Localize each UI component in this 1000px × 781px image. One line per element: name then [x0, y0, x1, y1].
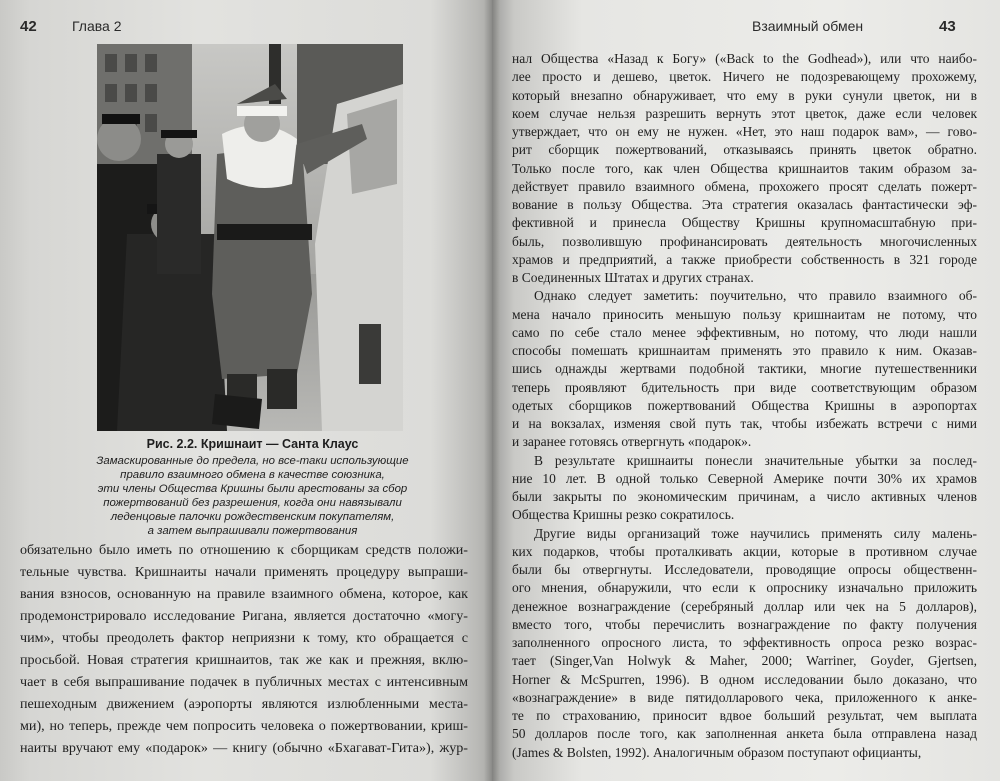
text-line: вование в пользу Общества. Эта стратегия оказалась фантастически эф-	[512, 197, 977, 213]
text-line: рит сборщик пожертвований, отказываясь принять цветок обратно.	[512, 142, 977, 158]
book-gutter	[484, 0, 500, 781]
text-line: тельные чувства. Кришнаиты начали применять процедуру выпраши-	[20, 564, 468, 580]
caption-line: леденцовые палочки рождественским покупателям,	[110, 511, 395, 524]
text-line: наиты вручают ему «подарок» — книгу (обычно «Бхагават-Гита»), жур-	[20, 740, 468, 756]
text-line: 50 долларов после того, как заполненная анкета была отправлена назад	[512, 726, 977, 742]
figure-photo	[97, 44, 403, 431]
text-line: ких подарков, чтобы проталкивать акции, которые в противном случае	[512, 543, 977, 559]
text-line: одетых сборщиков пожертвований Общества Кришны в аэропортах	[512, 397, 977, 413]
text-line: те по страхованию, приносит вдвое больший результат, чем выплата	[512, 708, 977, 724]
figure-title: Рис. 2.2. Кришнаит — Санта Клаус	[146, 437, 359, 451]
text-line: просьбой. Новая стратегия кришнаитов, так же как и прежняя, вклю-	[20, 652, 468, 668]
right-page-number: 43	[939, 18, 956, 35]
text-line: фективной и принесла Обществу Кришны крупномасштабную при-	[512, 215, 977, 231]
caption-line: правило взаимного обмена в качестве союзника,	[120, 469, 385, 482]
text-line: быль, позволившую профинансировать деятельность многочисленных	[512, 233, 977, 249]
text-line: обязательно было иметь по отношению к сборщикам средств положи-	[20, 542, 468, 558]
text-line: вместо того, чтобы перечислить вознаграждение по факту получения	[512, 616, 977, 632]
text-line: Horner & McSpurren, 1996). В одном исследовании было доказано, что	[512, 671, 977, 687]
text-line: чает в себя выпрашивание подачек в публичных местах с интенсивным	[20, 674, 468, 690]
text-line: в Соединенных Штатах и других странах.	[512, 270, 754, 286]
text-line: который внезапно обнаруживает, что ему в руки сунули цветок, ни в	[512, 87, 977, 103]
text-line: В результате кришнаиты понесли значительные убытки за послед-	[534, 452, 977, 468]
text-line: «вознаграждение» в виде пятидолларового чека, приложенного к анке-	[512, 689, 977, 705]
text-line: вания взносов, основанную на правиле взаимного обмена, которое, как	[20, 586, 468, 602]
left-page-number: 42	[20, 18, 37, 35]
text-line: были бы отвергнуты. Исследователи, проводящие опросы общественн-	[512, 562, 977, 578]
text-line: мена начало приносить меньшую пользу кришнаитам не потому, что	[512, 306, 977, 322]
text-line: пешеходным движением (аэропорты являются излюбленными места-	[20, 696, 468, 712]
text-line: (James & Bolsten, 1992). Аналогичным образом поступают официанты,	[512, 744, 922, 760]
text-line: Однако следует заметить: поучительно, что правило взаимного об-	[534, 288, 977, 304]
photo-illustration	[97, 44, 403, 431]
text-line: чим», чтобы преодолеть фактор неприязни к тому, кто обращается с	[20, 630, 468, 646]
text-line: действует правило взаимного обмена, прохожего просят сделать пожерт-	[512, 178, 977, 194]
text-line: ого мнения, обнаружили, что если к опроснику изначально приложить	[512, 580, 977, 596]
text-line: теперь проявляют бдительность при виде соответствующим образом	[512, 379, 977, 395]
text-line: продемонстрировало исследование Ригана, является достаточно «могу-	[20, 608, 468, 624]
figure-caption	[80, 437, 425, 539]
text-line: способы помешать кришнаитам применять это правило к ним. Оказав-	[512, 343, 977, 359]
text-line: Другие виды организаций тоже научились применять силу малень-	[534, 525, 977, 541]
caption-line: Замаскированные до предела, но все-таки использующие	[96, 455, 409, 467]
text-line: шись однажды жертвами подобной тактики, многие путешественники	[512, 361, 977, 377]
text-line: денежное вознаграждение (серебряный доллар или чек на 5 долларов),	[512, 598, 977, 614]
caption-line: эти члены Общества Кришны были арестованы за сбор	[97, 483, 408, 496]
text-line: нал Общества «Назад к Богу» («Back to the Godhead»), или что наибо-	[512, 51, 977, 66]
chapter-header: Глава 2	[72, 18, 122, 34]
text-line: утверждает, что он ему не нужен. «Нет, это наш подарок вам», — гово-	[512, 124, 977, 140]
text-line: были закрыты по экономическим причинам, а число активных членов	[512, 489, 977, 505]
text-line: Только после того, как член Общества кришнаитов таким образом за-	[512, 160, 977, 176]
text-line: само по себе стало менее эффективным, но потому, что люди нашли	[512, 324, 977, 340]
text-line: Общества Кришны резко сократилось.	[512, 507, 735, 523]
text-line: тает (Singer,Van Holwyk & Maher, 2000; Warriner, Goyder, Gjertsen,	[512, 653, 977, 669]
text-line: ние 10 лет. В одной только Северной Америке почти 30% их храмов	[512, 470, 977, 486]
text-line: и на вокзалах, изменяя свой путь так, чтобы избежать встречи с ними	[512, 416, 977, 432]
caption-line: пожертвований без разрешения, когда они навязывали	[103, 497, 402, 510]
left-page	[0, 0, 492, 781]
text-line: храмов и предприятий, а также приобрести собственность в 321 городе	[512, 251, 977, 267]
section-header: Взаимный обмен	[752, 18, 864, 34]
caption-line: а затем выпрашивали пожертвования	[147, 525, 358, 538]
text-line: ми), но теперь, прежде чем попросить человека о пожертвовании, криш-	[20, 718, 468, 734]
text-line: коем случае нельзя разрешить вернуть этот цветок, даже если человек	[512, 105, 977, 121]
text-line: заполненного опросного листа, то эффективность опроса резко возрас-	[512, 635, 977, 651]
text-line: лее просто и дешево, цветок. Ничего не подозревающему прохожему,	[512, 69, 977, 85]
text-line: и заранее готовясь отвергнуть «подарок».	[512, 434, 752, 450]
